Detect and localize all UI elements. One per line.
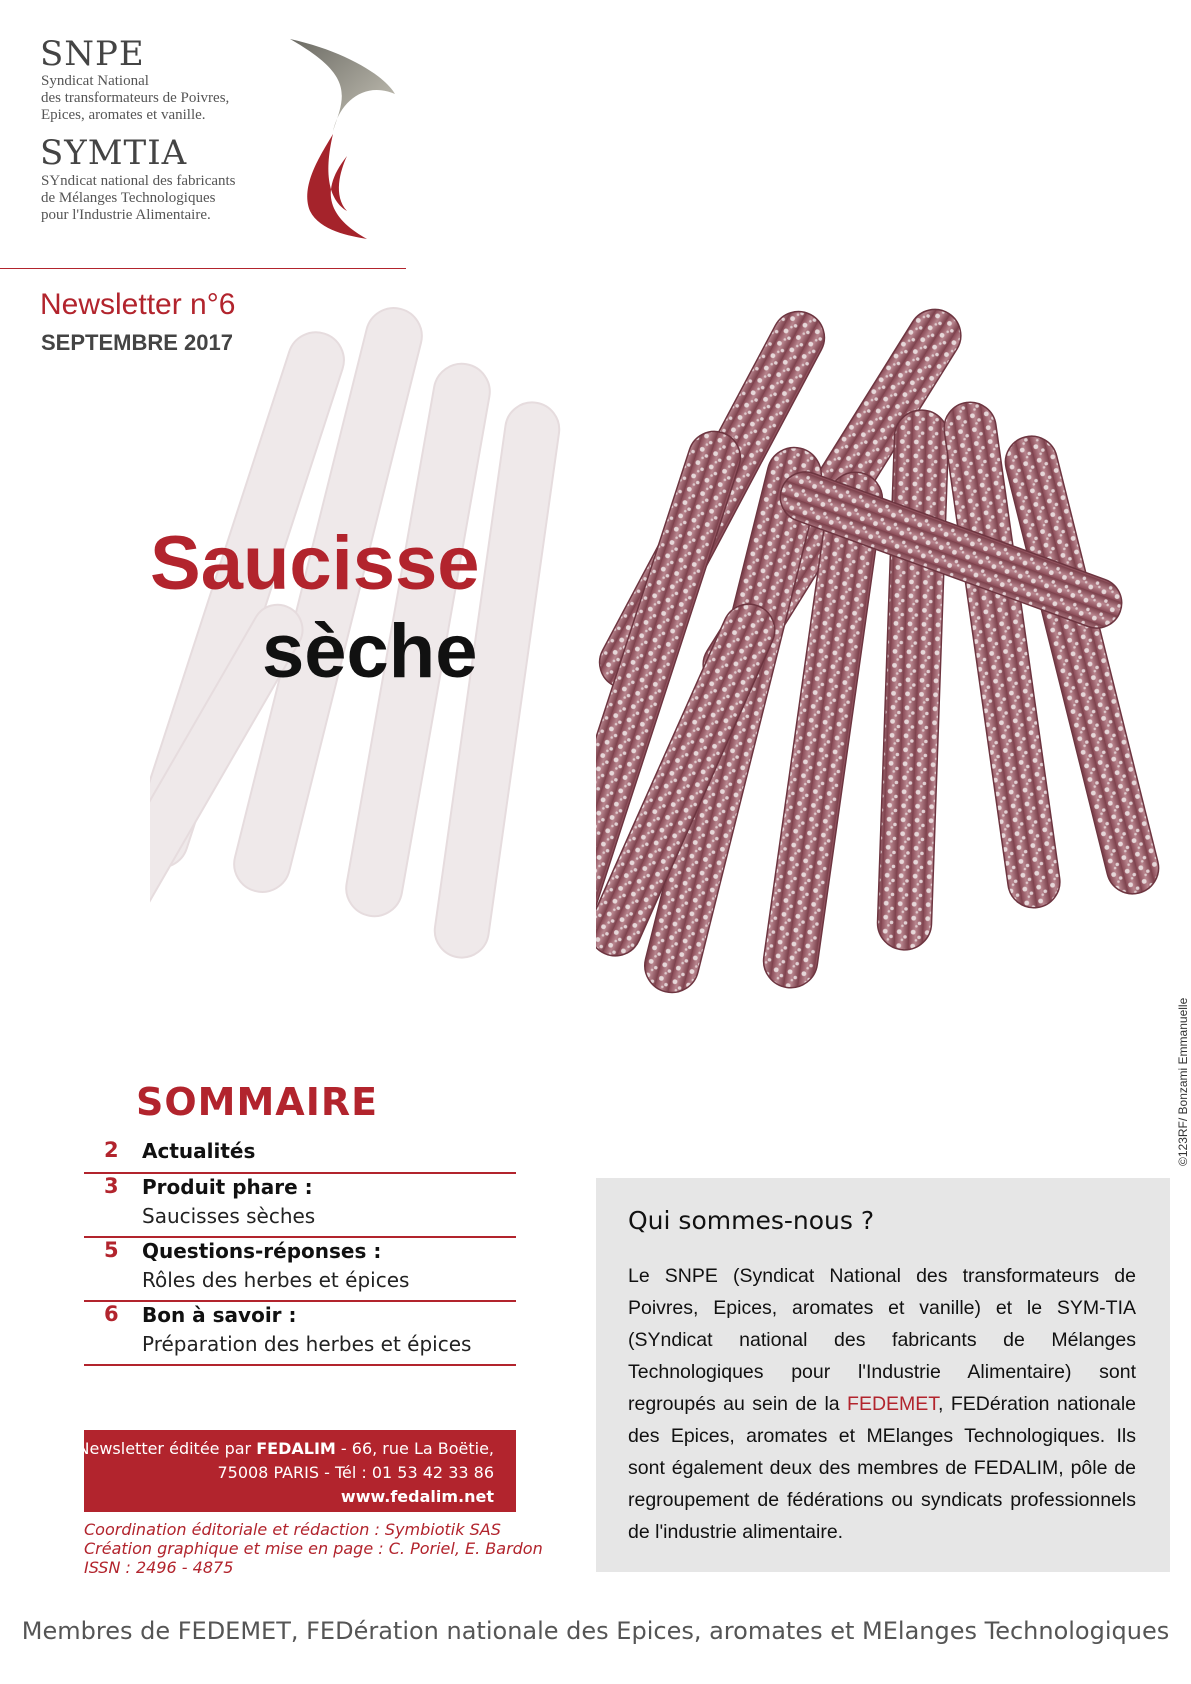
- about-panel: [596, 1178, 1170, 1572]
- toc-item[interactable]: [84, 1174, 516, 1238]
- toc-label: Questions-réponses :: [142, 1239, 382, 1263]
- symtia-description: SYndicat national des fabricants de Mélanges Technologiques pour l'Industrie Alimentaire.: [41, 173, 236, 223]
- toc-item[interactable]: [84, 1136, 516, 1174]
- credits-editorial: Coordination éditoriale et rédaction : Symbiotik SAS: [84, 1520, 501, 1539]
- about-title: Qui sommes-nous ?: [628, 1206, 875, 1235]
- snpe-name: SNPE: [40, 34, 145, 74]
- cover-title-line1: Saucisse: [150, 521, 480, 606]
- toc-page-number: 2: [104, 1138, 119, 1162]
- publisher-line1: Newsletter éditée par FEDALIM - 66, rue La Boëtie,: [77, 1439, 494, 1458]
- toc-label: Bon à savoir :: [142, 1303, 297, 1327]
- credits-design: Création graphique et mise en page : C. Poriel, E. Bardon: [84, 1539, 543, 1558]
- sommaire-title: SOMMAIRE: [136, 1080, 379, 1124]
- photo-credit: ©123RF/ Bonzami Emmanuelle: [1176, 997, 1190, 1166]
- publisher-address: 75008 PARIS - Tél : 01 53 42 33 86: [217, 1463, 494, 1482]
- toc-item[interactable]: [84, 1238, 516, 1302]
- toc-sublabel: Préparation des herbes et épices: [142, 1332, 472, 1356]
- footer-members: Membres de FEDEMET, FEDération nationale des Epices, aromates et MElanges Technologiques: [21, 1617, 1170, 1645]
- newsletter-number: Newsletter n°6: [40, 288, 236, 321]
- symtia-name: SYMTIA: [40, 133, 188, 173]
- header-divider: [0, 268, 406, 269]
- snpe-description: Syndicat National des transformateurs de Poivres, Epices, aromates et vanille.: [41, 73, 230, 123]
- toc-label: Actualités: [142, 1139, 256, 1163]
- toc-sublabel: Saucisses sèches: [142, 1204, 316, 1228]
- toc-sublabel: Rôles des herbes et épices: [142, 1268, 410, 1292]
- toc-page-number: 6: [104, 1302, 119, 1326]
- publisher-box: [77, 1430, 516, 1512]
- toc-page-number: 3: [104, 1174, 119, 1198]
- toc-label: Produit phare :: [142, 1175, 313, 1199]
- fedemet-highlight: FEDEMET: [847, 1393, 939, 1415]
- cover-title-line2: sèche: [262, 609, 478, 694]
- dry-sausages-photo: [596, 270, 1191, 1030]
- toc-item[interactable]: [84, 1302, 516, 1366]
- issn: ISSN : 2496 - 4875: [84, 1558, 234, 1577]
- toc-page-number: 5: [104, 1238, 119, 1262]
- publisher-website-link[interactable]: www.fedalim.net: [340, 1487, 494, 1506]
- about-text: Le SNPE (Syndicat National des transformateurs de Poivres, Epices, aromates et vanille) et le SYM-TIA (SYndicat national des fabricants de Mélanges Technologiques pour l'Industrie Alimentaire) sont regroupés au sein de la FEDEMET, FEDération nationale des Epices, aromates et MElanges Technologiques. Ils sont également deux des membres de FEDALIM, pôle de regroupement de fédérations ou syndicats professionnels de l'industrie alimentaire.: [628, 1265, 1136, 1543]
- snpe-logo-swoosh-icon: [285, 36, 405, 241]
- newsletter-date: SEPTEMBRE 2017: [41, 330, 233, 355]
